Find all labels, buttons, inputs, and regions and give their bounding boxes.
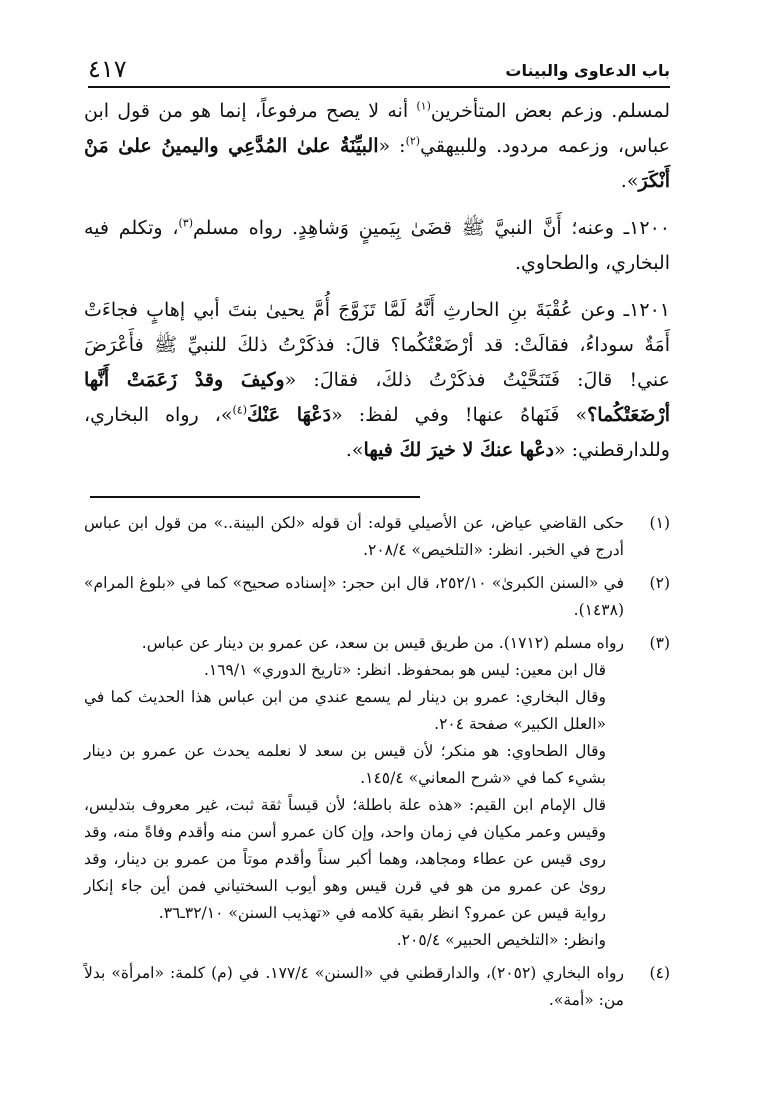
paragraph-1: لمسلم. وزعم بعض المتأخرين$^{(١)}$ أنه لا يصح مرفوعاً، إنما هو من قول ابن عباس، وزعمه مردود. وللبيهقي$^{(٢)}$: «البيِّنَةُ علىٰ المُدَّعِي واليمينُ علىٰ مَنْ أَنْكَرَ». [84, 99, 671, 192]
footnote-4 [84, 960, 670, 1014]
footnote-number: (٤) [649, 964, 670, 982]
main-text [84, 94, 670, 480]
footnote-separator [90, 496, 420, 498]
footnote-text: رواه مسلم (١٧١٢). من طريق قيس بن سعد، عن عمرو بن دينار عن عباس. [141, 634, 624, 652]
footnote-text: قال الإمام ابن القيم: «هذه علة باطلة؛ لأن قيساً ثقة ثبت، غير معروف بتدليس، وقيس وعمر مكيان في زمان واحد، وإن كان عمرو أسن منه وأقدم وفاةً منه، وقد روى قيس عن عطاء ومجاهد، وهما أكبر سناً وأقدم موتاً من عمرو بن دينار، وقد روىٰ عن عمرو من هو في قرن قيس وهو أيوب السختياني فمن أين جاء إنكار رواية قيس عن عمرو؟ انظر بقية كلامه في «تهذيب السنن» ٣٢/١٠ـ٣٦. [84, 796, 606, 922]
footnote-text: وانظر: «التلخيص الحبير» ٢٠٥/٤. [396, 931, 606, 949]
footnote-1 [84, 510, 670, 564]
footnote-ref-4[interactable]: (٤) [232, 403, 248, 417]
footnote-number: (٢) [649, 574, 670, 592]
footnotes [84, 510, 670, 1020]
hadith-quote: دَعْهَا عَنْكَ [247, 404, 332, 426]
footnote-text: قال ابن معين: ليس هو بمحفوظ. انظر: «تاريخ الدوري» ١٦٩/١. [203, 661, 606, 679]
footnote-number: (٣) [649, 634, 670, 652]
hadith-quote: البيِّنَةُ علىٰ المُدَّعِي واليمينُ علىٰ مَنْ أَنْكَرَ [84, 135, 670, 192]
footnote-text: حكى القاضي عياض، عن الأصيلي قوله: أن قوله «لكن البينة..» من قول ابن عباس أدرج في الخبر. انظر: «التلخيص» ٢٠٨/٤. [84, 514, 624, 559]
footnote-number: (١) [649, 514, 670, 532]
running-header [88, 55, 670, 85]
paragraph-1201: ١٢٠١ـ وعن عُقْبَةَ بنِ الحارثِ أَنَّهُ لَمَّا تَزَوَّجَ أُمَّ يحيىٰ بنتَ أبي إهابٍ فجاءَتْ أَمَةٌ سوداءُ، فقالَتْ: قد أرْضَعْتُكُما؟ قالَ: فذكَرْتُ ذلكَ للنبيِّ ﷺ فأَعْرَضَ عني! قالَ: فَتَنَحَّيْتُ فذكَرْتُ ذلكَ، فقالَ: «وكيفَ وقدْ زَعَمَتْ أَنَّها أرْضَعَتْكُما؟» فَنَهاهُ عنها! وفي لفظ: «دَعْهَا عَنْكَ$^{(٤)}$»، رواه البخاري، وللدارقطني: «دعْها عنكَ لا خيرَ لكَ فيها». [84, 299, 670, 461]
page-number: ٤١٧ [88, 55, 127, 83]
footnote-ref-2[interactable]: (٢) [405, 134, 421, 148]
chapter-title: باب الدعاوى والبينات [505, 61, 670, 80]
footnote-text: رواه البخاري (٢٠٥٢)، والدارقطني في «السنن» ١٧٧/٤. في (م) كلمة: «امرأة» بدلاً من: «أمة». [84, 964, 624, 1009]
paragraph-1200: ١٢٠٠ـ وعنه؛ أَنَّ النبيَّ ﷺ قضَىٰ بِيَمينٍ وَشاهِدٍ. رواه مسلم$^{(٣)}$، وتكلم فيه البخاري، والطحاوي. [84, 216, 670, 274]
footnote-ref-1[interactable]: (١) [416, 99, 431, 113]
footnote-text: وقال البخاري: عمرو بن دينار لم يسمع عندي من ابن عباس هذا الحديث كما في «العلل الكبير» صفحة ٢٠٤. [84, 688, 606, 733]
footnote-3 [84, 630, 670, 954]
hadith-quote: وكيفَ وقدْ زَعَمَتْ أَنَّها أرْضَعَتْكُما؟ [84, 369, 670, 426]
header-rule [88, 86, 670, 88]
footnote-2 [84, 570, 670, 624]
hadith-quote: دعْها عنكَ لا خيرَ لكَ فيها [363, 439, 554, 461]
footnote-ref-3[interactable]: (٣) [178, 216, 193, 230]
footnote-text: في «السنن الكبرىٰ» ٢٥٢/١٠، قال ابن حجر: «إسناده صحيح» كما في «بلوغ المرام» (١٤٣٨). [84, 574, 625, 619]
footnote-text: وقال الطحاوي: هو منكر؛ لأن قيس بن سعد لا نعلمه يحدث عن عمرو بن دينار بشيء كما في «شرح المعاني» ١٤٥/٤. [84, 742, 606, 787]
